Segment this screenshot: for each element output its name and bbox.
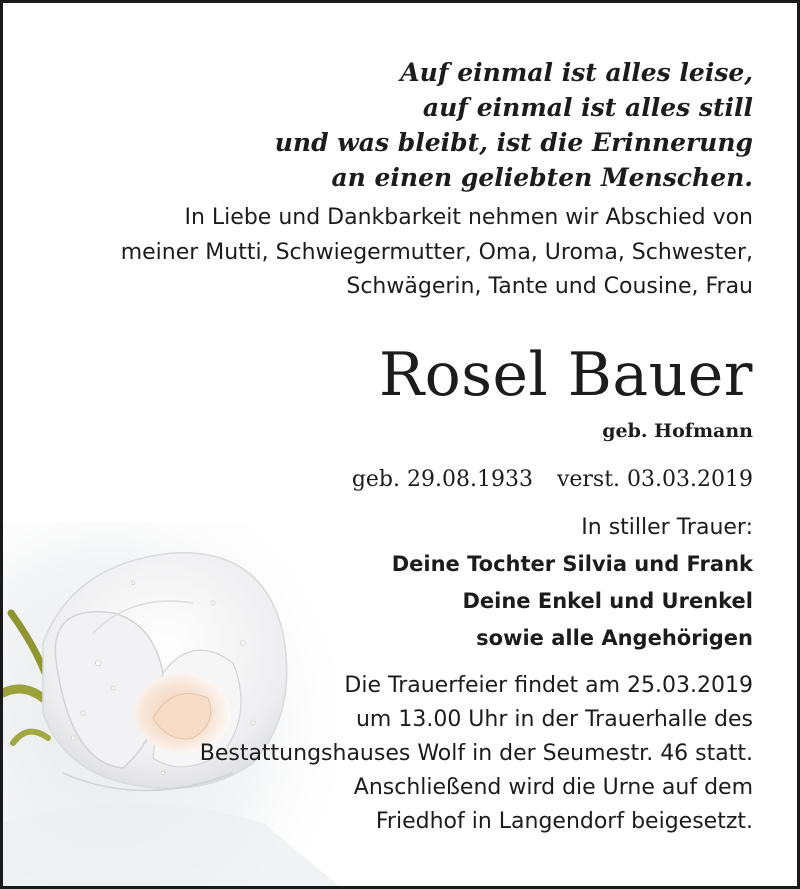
poem-line: Auf einmal ist alles leise, — [400, 58, 753, 87]
service-line: Anschließend wird die Urne auf dem — [353, 774, 753, 800]
service-line: Bestattungshauses Wolf in der Seumestr. 46 statt. — [199, 740, 753, 766]
maiden-name: geb. Hofmann — [602, 419, 753, 442]
poem — [13, 55, 753, 195]
poem-line: und was bleibt, ist die Erinnerung — [274, 128, 753, 157]
intro-line: meiner Mutti, Schwiegermutter, Oma, Uroma, Schwester, — [120, 239, 753, 265]
life-dates — [13, 465, 753, 495]
poem-line: auf einmal ist alles still — [422, 93, 753, 122]
poem-line: an einen geliebten Menschen. — [331, 163, 753, 192]
intro-line: In Liebe und Dankbarkeit nehmen wir Abschied von — [184, 205, 753, 230]
mourners-heading: In stiller Trauer: — [581, 514, 753, 540]
service-line: um 13.00 Uhr in der Trauerhalle des — [355, 706, 753, 732]
intro-line: Schwägerin, Tante und Cousine, Frau — [346, 274, 753, 299]
deceased-name: Rosel Bauer — [378, 339, 753, 410]
service-line: Die Trauerfeier findet am 25.03.2019 — [344, 672, 753, 698]
intro-text — [13, 201, 753, 305]
funeral-service-info — [13, 669, 753, 839]
mourners — [13, 509, 753, 657]
mourner-line: Deine Enkel und Urenkel — [462, 588, 753, 613]
mourner-line: sowie alle Angehörigen — [476, 625, 753, 650]
mourner-line: Deine Tochter Silvia und Frank — [391, 551, 753, 576]
service-line: Friedhof in Langendorf beigesetzt. — [375, 808, 753, 834]
obituary-text — [13, 3, 753, 839]
birth-date: geb. 29.08.1933 — [351, 466, 533, 492]
death-date: verst. 03.03.2019 — [556, 466, 753, 492]
